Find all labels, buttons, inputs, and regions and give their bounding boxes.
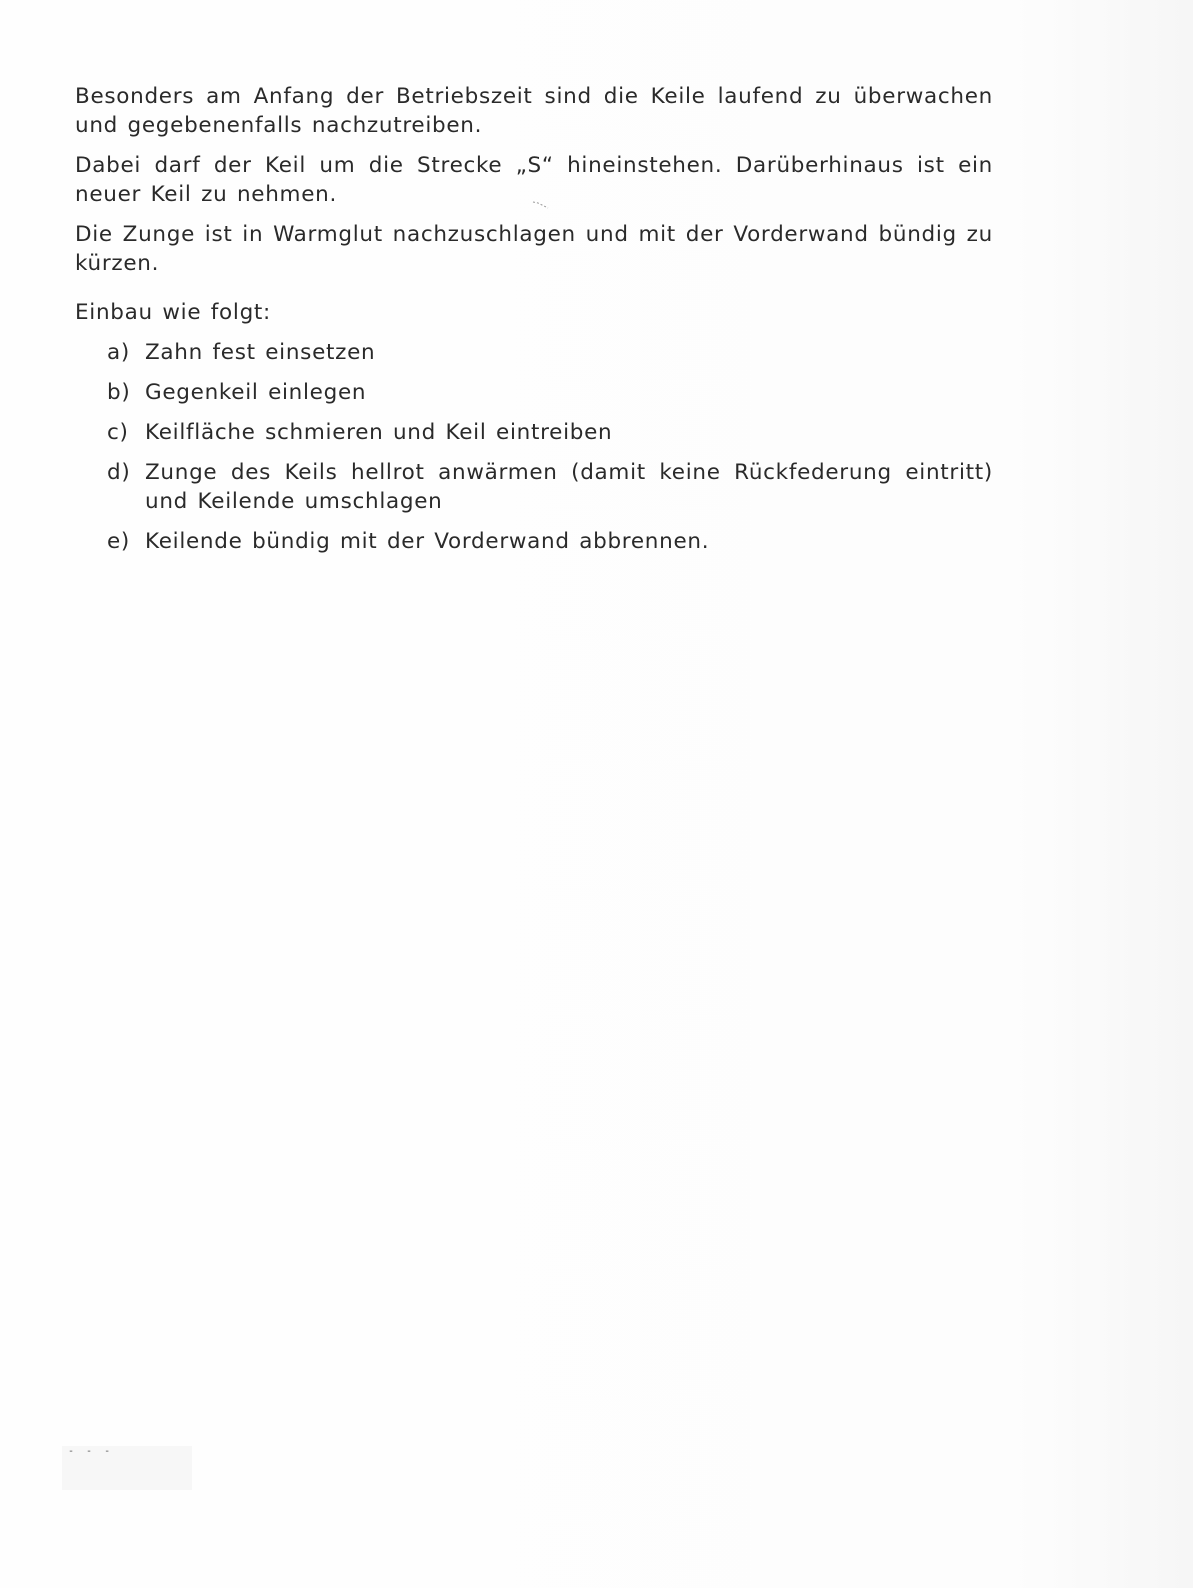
list-item bbox=[107, 458, 993, 516]
page-number-mark: - - - bbox=[68, 1446, 114, 1457]
document-body bbox=[75, 82, 993, 567]
list-marker: b) bbox=[107, 380, 131, 405]
paragraph-tongue: Die Zunge ist in Warmglut nachzuschlagen und mit der Vorderwand bündig zu kürzen. bbox=[75, 222, 993, 276]
install-steps-list bbox=[75, 338, 993, 556]
list-item bbox=[107, 378, 993, 407]
install-heading: Einbau wie folgt: bbox=[75, 300, 272, 325]
list-item bbox=[107, 338, 993, 367]
list-marker: e) bbox=[107, 529, 131, 554]
scan-speck-mark bbox=[532, 200, 550, 210]
list-item bbox=[107, 527, 993, 556]
list-item bbox=[107, 418, 993, 447]
list-item-text: Zahn fest einsetzen bbox=[145, 340, 376, 365]
paragraph-wedge-distance: Dabei darf der Keil um die Strecke „S“ hineinstehen. Darüberhinaus ist ein neuer Keil zu nehmen. bbox=[75, 153, 993, 207]
paragraph-monitoring: Besonders am Anfang der Betriebszeit sind die Keile laufend zu überwachen und gegebenenfalls nachzutreiben. bbox=[75, 84, 993, 138]
list-item-text: Zunge des Keils hellrot anwärmen (damit keine Rückfederung eintritt) und Keilende umschlagen bbox=[145, 460, 993, 514]
page-number-area bbox=[62, 1446, 192, 1490]
list-item-text: Gegenkeil einlegen bbox=[145, 380, 367, 405]
list-marker: d) bbox=[107, 460, 131, 485]
list-marker: c) bbox=[107, 420, 129, 445]
list-marker: a) bbox=[107, 340, 130, 365]
list-item-text: Keilende bündig mit der Vorderwand abbrennen. bbox=[145, 529, 710, 554]
list-item-text: Keilfläche schmieren und Keil eintreiben bbox=[145, 420, 613, 445]
